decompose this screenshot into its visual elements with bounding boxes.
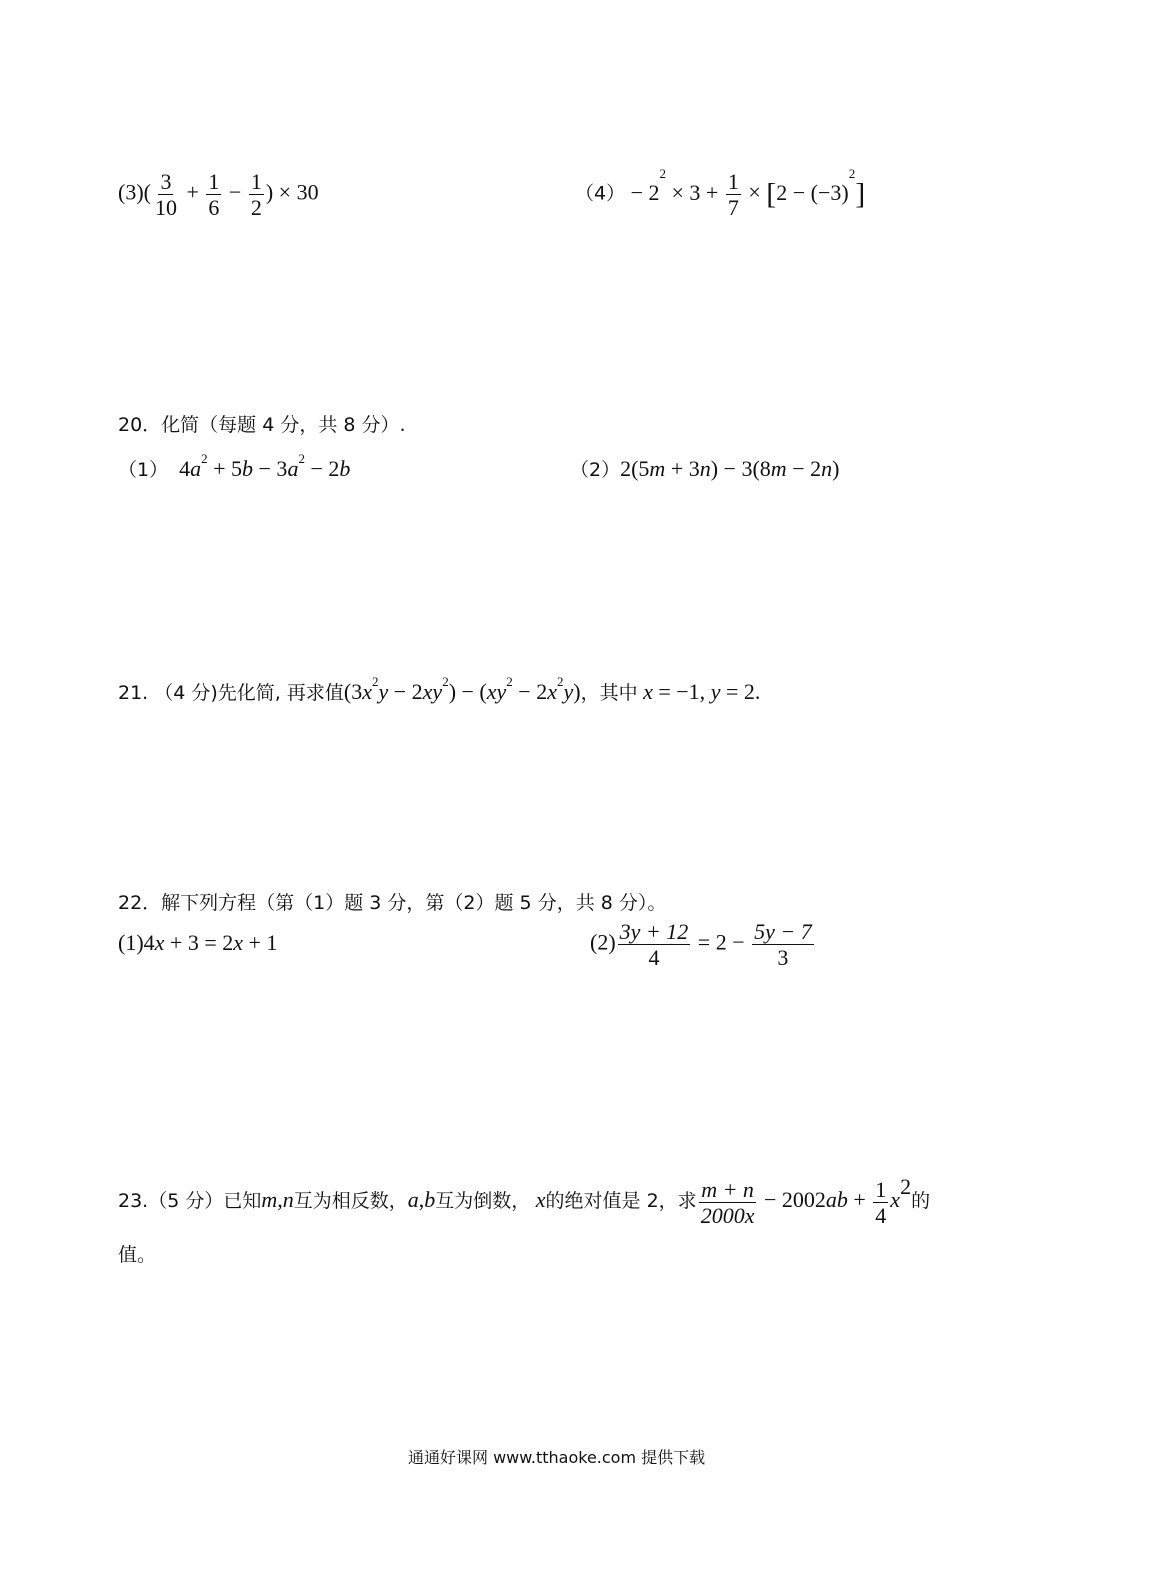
fraction: $\frac{3y + 12}{4}$: [619, 919, 689, 971]
part-label: （2）: [570, 459, 621, 481]
problem-20-part-1: （1） $4a^2 + 5b - 3a^2 - 2b$: [118, 451, 351, 481]
fraction: $\frac{1}{6}$: [208, 169, 220, 221]
fraction: $\frac{1}{2}$: [250, 169, 262, 221]
fraction: $\frac{5y - 7}{3}$: [754, 919, 812, 971]
part-label: (1): [118, 930, 144, 955]
part-label: (2): [590, 929, 616, 955]
problem-20-part-2: （2）2(5m + 3n) − 3(8m − 2n): [570, 456, 840, 481]
fraction: $\frac{1}{7}$: [727, 169, 739, 221]
problem-20-heading: 20．化简（每题 4 分，共 8 分）.: [118, 414, 406, 436]
part-label: （4）: [575, 182, 626, 205]
fraction: $\frac{m + n}{2000x}$: [700, 1177, 755, 1229]
problem-22-heading: 22．解下列方程（第（1）题 3 分，第（2）题 5 分，共 8 分）。: [118, 892, 667, 914]
part-label: (3): [118, 179, 144, 205]
problem-23-continuation: 值。: [118, 1244, 157, 1266]
problem-22-part-1: (1)4x + 3 = 2x + 1: [118, 930, 278, 955]
problem-22-part-2: (2) $\frac{3y + 12}{4}$ = 2 − $\frac{5y - 7}{3}$: [590, 919, 812, 971]
footer-credit: 通通好课网 www.tthaoke.com 提供下载: [408, 1448, 706, 1467]
problem-21: 21. （4 分)先化简, 再求值$(3x^2y - 2xy^2) - (xy^2 - 2x^2y)$，其中 x = −1, y = 2.: [118, 674, 761, 704]
problem-19-part-3: (3)( $\frac{3}{10}$ + $\frac{1}{6}$ − $\frac{1}{2}$ ) × 30: [118, 169, 319, 221]
fraction: $\frac{3}{10}$: [154, 169, 177, 221]
problem-19-part-4: $(4) - 2^2 \times 3$ + $\frac{1}{7}$ × $[2 - (-3)^2]$: [575, 166, 866, 221]
part-label: （1）: [118, 459, 169, 481]
fraction: $\frac{1}{4}$: [875, 1177, 887, 1229]
problem-23: 23.（5 分）已知m,n互为相反数，a,b互为倒数， x的绝对值是 2，求 $\frac{m + n}{2000x}$ − 2002ab + $\frac{1}{4}$ $x^2$的: [118, 1174, 931, 1229]
